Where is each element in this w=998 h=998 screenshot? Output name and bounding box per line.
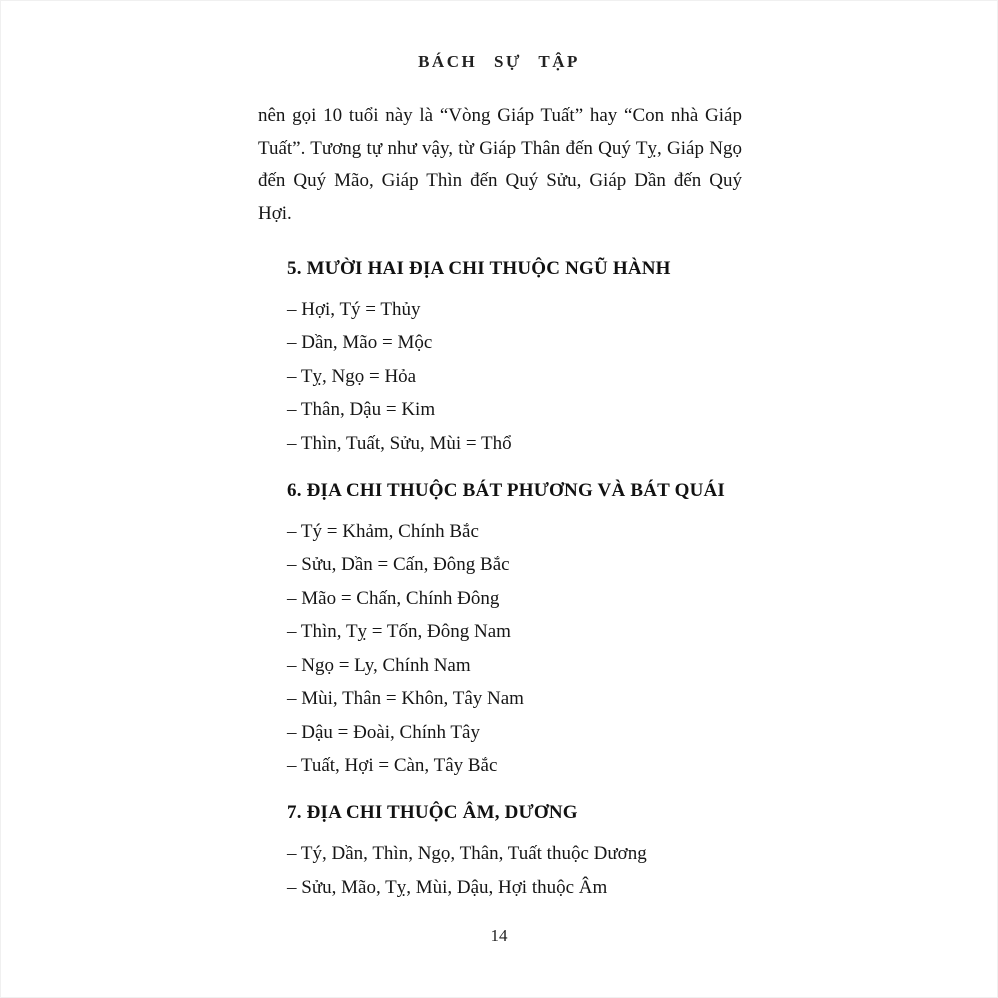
list-item: – Sửu, Dần = Cấn, Đông Bắc bbox=[287, 554, 510, 576]
list-item: – Hợi, Tý = Thủy bbox=[287, 298, 421, 320]
running-header: BÁCH SỰ TẬP bbox=[418, 52, 580, 71]
list-item: – Tý = Khảm, Chính Bắc bbox=[287, 520, 479, 542]
section-heading-5: 5. MƯỜI HAI ĐỊA CHI THUỘC NGŨ HÀNH bbox=[287, 257, 671, 279]
list-item: – Tỵ, Ngọ = Hỏa bbox=[287, 365, 417, 387]
list-item: – Tuất, Hợi = Càn, Tây Bắc bbox=[287, 755, 498, 777]
list-item: – Thìn, Tỵ = Tốn, Đông Nam bbox=[287, 621, 511, 643]
list-item: – Thân, Dậu = Kim bbox=[287, 399, 436, 421]
list-item: – Mùi, Thân = Khôn, Tây Nam bbox=[287, 688, 524, 710]
page-number: 14 bbox=[490, 926, 508, 945]
list-item: – Dần, Mão = Mộc bbox=[287, 332, 433, 354]
section-heading-6: 6. ĐỊA CHI THUỘC BÁT PHƯƠNG VÀ BÁT QUÁI bbox=[287, 479, 726, 501]
list-item: – Thìn, Tuất, Sửu, Mùi = Thổ bbox=[287, 432, 512, 454]
intro-paragraph: nên gọi 10 tuổi này là “Vòng Giáp Tuất” hay “Con nhà Giáp Tuất”. Tương tự như vậy, từ Giáp Thân đến Quý Tỵ, Giáp Ngọ đến Quý Mão, Giáp Thìn đến Quý Sửu, Giáp Dần đến Quý Hợi. bbox=[258, 105, 742, 225]
list-item: – Dậu = Đoài, Chính Tây bbox=[287, 721, 480, 743]
list-item: – Sửu, Mão, Tỵ, Mùi, Dậu, Hợi thuộc Âm bbox=[287, 876, 608, 898]
list-item: – Tý, Dần, Thìn, Ngọ, Thân, Tuất thuộc Dương bbox=[287, 843, 647, 865]
page-content bbox=[258, 100, 742, 911]
list-item: – Ngọ = Ly, Chính Nam bbox=[287, 654, 471, 676]
list-item: – Mão = Chấn, Chính Đông bbox=[287, 587, 500, 609]
section-heading-7: 7. ĐỊA CHI THUỘC ÂM, DƯƠNG bbox=[287, 802, 578, 824]
